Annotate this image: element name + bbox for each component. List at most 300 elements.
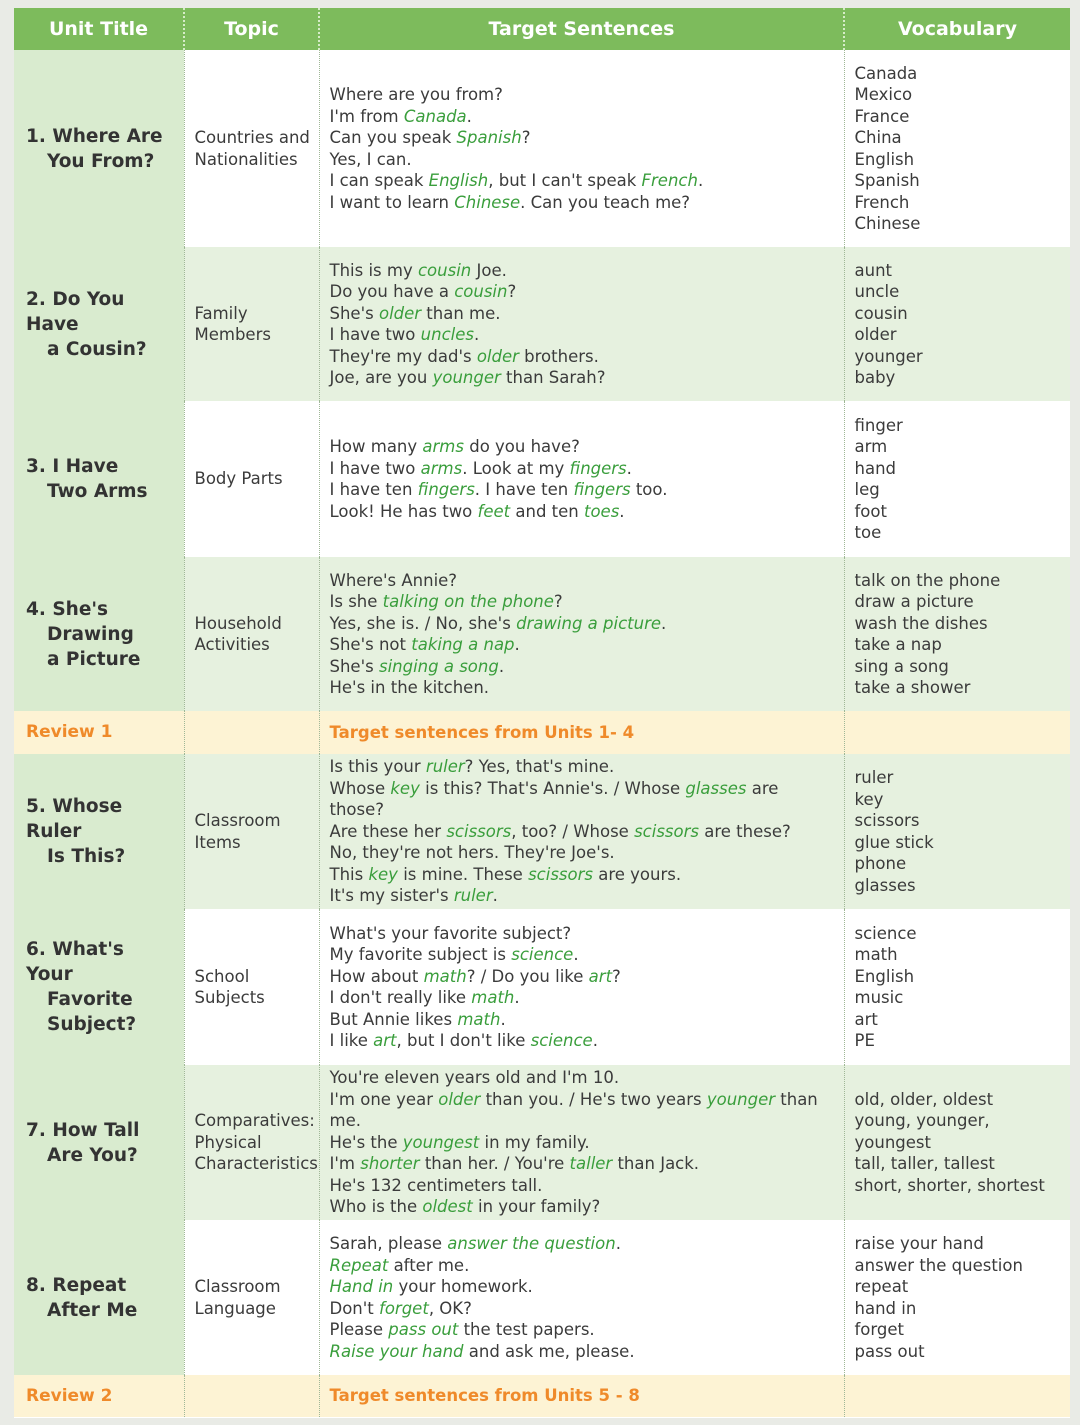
sentence <box>330 864 836 886</box>
unit-title-line: Review 2 <box>26 1385 113 1406</box>
unit-title-line: Two Arms <box>47 481 148 502</box>
topic-line: School <box>194 966 250 986</box>
unit-title-line: a Picture <box>47 648 141 670</box>
sentence <box>330 260 836 282</box>
vocabulary-item: short, shorter, shortest <box>854 1175 1045 1195</box>
keyword: singing a song <box>378 656 499 676</box>
unit-row <box>14 909 1070 1065</box>
vocabulary-cell <box>844 50 1070 247</box>
sentence <box>330 756 836 778</box>
keyword: younger <box>706 1089 776 1109</box>
unit-title <box>14 754 184 909</box>
topic-line: Activities <box>194 635 270 654</box>
target-sentences-cell <box>319 247 844 401</box>
vocabulary-item: arm <box>854 437 888 456</box>
topic-line: Nationalities <box>194 149 298 169</box>
sentence-text: than me. <box>329 1089 818 1131</box>
sentence-text: Whose <box>329 778 391 798</box>
sentence-text: than her. / You're <box>419 1154 570 1174</box>
sentence <box>330 1067 836 1089</box>
sentence <box>330 501 836 523</box>
sentence <box>330 84 836 106</box>
topic-line: Language <box>194 1298 276 1318</box>
keyword: math <box>457 1009 501 1029</box>
sentence-text: are these? <box>699 821 791 841</box>
keyword: Hand in <box>329 1277 394 1296</box>
keyword: arms <box>420 458 463 478</box>
sentence-text: He's the <box>329 1132 403 1152</box>
unit-title-line: 3. I Have <box>26 456 119 477</box>
vocabulary-item: science <box>854 923 917 943</box>
topic-cell <box>184 909 319 1065</box>
sentence <box>330 613 836 635</box>
vocabulary-item: finger <box>854 415 903 435</box>
sentence-text: He's 132 centimeters tall. <box>329 1175 543 1195</box>
sentence <box>330 1196 836 1218</box>
topic-line: Members <box>194 325 271 344</box>
sentence <box>330 1009 836 1031</box>
sentence-text: . <box>619 501 625 521</box>
sentence <box>330 778 836 821</box>
sentence-text: ? <box>507 282 517 301</box>
target-sentences-cell <box>319 557 844 711</box>
sentence <box>330 1276 836 1298</box>
keyword: oldest <box>422 1197 473 1217</box>
sentence-text: , too? / Whose <box>511 821 635 841</box>
keyword: math <box>471 988 515 1007</box>
vocabulary-item: raise your hand <box>854 1234 984 1253</box>
sentence <box>330 1255 836 1277</box>
vocabulary-item: music <box>854 988 904 1007</box>
target-sentences-cell <box>319 909 844 1065</box>
unit-title <box>14 1220 184 1375</box>
keyword: Canada <box>403 106 467 126</box>
sentence <box>330 634 836 656</box>
unit-row <box>14 1220 1070 1375</box>
sentence-text: I'm from <box>329 106 404 126</box>
sentence <box>330 1030 836 1052</box>
sentence <box>330 303 836 325</box>
sentence <box>330 281 836 303</box>
sentence <box>330 1175 836 1197</box>
vocabulary-item: hand <box>854 458 896 478</box>
keyword: key <box>390 778 420 798</box>
topic-line: Classroom <box>194 1277 281 1296</box>
sentence <box>330 966 836 988</box>
sentence-text: Who is the <box>329 1197 423 1217</box>
topic-cell <box>184 401 319 557</box>
sentence-text: I want to learn <box>329 192 455 212</box>
sentence <box>330 923 836 945</box>
sentence-text: . <box>661 613 667 633</box>
sentence-text: My favorite subject is <box>329 945 512 964</box>
review-sentences: Target sentences from Units 1- 4 <box>319 711 844 754</box>
vocabulary-item: English <box>854 149 915 169</box>
unit-title-line: Drawing <box>47 623 134 645</box>
unit-row <box>14 50 1070 247</box>
keyword: toes <box>583 501 620 521</box>
vocabulary-item: uncle <box>854 282 900 301</box>
sentence-text: than you. / He's two years <box>480 1089 707 1109</box>
vocabulary-item: Canada <box>854 63 918 83</box>
unit-row <box>14 557 1070 711</box>
unit-title-line: 6. What's Your <box>26 939 124 985</box>
sentence-text: are yours. <box>592 864 682 884</box>
vocabulary-item: French <box>854 192 910 212</box>
unit-title-line: 5. Whose Ruler <box>26 796 123 842</box>
sentence <box>330 127 836 149</box>
vocabulary-cell <box>844 557 1070 711</box>
sentence-text: . Can you teach me? <box>520 192 691 212</box>
sentence-text: . <box>514 635 520 654</box>
sentence-text: How many <box>329 437 423 456</box>
sentence-text: . I have ten <box>474 480 574 499</box>
keyword: ruler <box>425 757 465 777</box>
sentence-text: But Annie likes <box>329 1009 458 1029</box>
vocabulary-item: PE <box>854 1031 875 1050</box>
vocabulary-item: baby <box>854 368 896 387</box>
unit-title-line: 8. Repeat <box>26 1274 127 1296</box>
unit-title-line: Is This? <box>47 846 126 867</box>
sentence-text: the test papers. <box>458 1320 595 1339</box>
keyword: French <box>641 171 698 190</box>
keyword: fingers <box>569 458 627 478</box>
header-row <box>14 8 1070 50</box>
keyword: youngest <box>402 1132 480 1152</box>
vocabulary-item: foot <box>854 501 887 521</box>
sentence-text: than Sarah? <box>500 368 606 387</box>
sentence-text: Sarah, please <box>329 1234 448 1253</box>
topic-line: Family <box>194 303 248 323</box>
keyword: older <box>438 1089 481 1109</box>
sentence-text: ? <box>612 966 621 986</box>
unit-title-line: Subject? <box>47 1014 137 1035</box>
unit-title <box>14 909 184 1065</box>
sentence <box>330 1319 836 1341</box>
keyword: uncles <box>420 325 474 344</box>
unit-title-line: Are You? <box>47 1144 138 1166</box>
vocabulary-item: China <box>854 128 902 147</box>
unit-title-line: 4. She's <box>26 598 109 620</box>
syllabus-table <box>14 8 1070 1417</box>
topic-line: Comparatives: <box>194 1111 315 1131</box>
keyword: pass out <box>388 1320 459 1339</box>
unit-title-line: 2. Do You Have <box>26 288 125 335</box>
vocabulary-item: toe <box>854 523 882 542</box>
sentence <box>330 367 836 389</box>
topic-cell <box>184 247 319 401</box>
header-vocabulary: Vocabulary <box>844 8 1070 50</box>
topic-cell <box>184 557 319 711</box>
keyword: Raise your hand <box>329 1341 464 1361</box>
vocabulary-item: aunt <box>854 260 892 280</box>
sentence-text: after me. <box>388 1255 470 1275</box>
vocabulary-item: art <box>854 1009 878 1029</box>
sentence-text: . <box>466 106 472 126</box>
sentence-text: ? Yes, that's mine. <box>464 757 615 777</box>
sentence <box>330 885 836 907</box>
sentence-text: . <box>473 325 480 344</box>
keyword: younger <box>432 368 501 387</box>
sentence-text: I can speak <box>329 171 429 190</box>
sentence-text: . <box>573 945 579 964</box>
header-target-sentences: Target Sentences <box>319 8 844 50</box>
target-sentences-cell <box>319 1065 844 1220</box>
keyword: arms <box>422 437 464 456</box>
sentence-text: . <box>514 988 520 1007</box>
keyword: key <box>368 864 398 884</box>
sentence-text: . <box>498 656 505 676</box>
sentence-text: is mine. These <box>397 864 529 884</box>
vocabulary-item: tall, taller, tallest <box>854 1154 995 1174</box>
vocabulary-item: key <box>854 789 884 809</box>
keyword: science <box>511 945 574 964</box>
topic-line: Body Parts <box>194 469 283 489</box>
sentence-text: do you have? <box>463 437 580 456</box>
keyword: taller <box>569 1154 613 1174</box>
review-row <box>14 711 1070 754</box>
keyword: scissors <box>446 821 512 841</box>
keyword: Spanish <box>456 128 522 147</box>
keyword: Chinese <box>454 192 521 212</box>
sentence-text: Are these her <box>329 821 447 841</box>
vocabulary-item: Mexico <box>854 85 913 104</box>
sentence-text: are those? <box>329 778 779 820</box>
sentence <box>330 1233 836 1255</box>
keyword: talking on the phone <box>382 592 554 611</box>
keyword: Repeat <box>329 1255 389 1275</box>
sentence <box>330 192 836 214</box>
sentence-text: brothers. <box>518 346 599 366</box>
sentence <box>330 1089 836 1132</box>
keyword: English <box>428 171 489 190</box>
sentence-text: , OK? <box>428 1298 472 1318</box>
unit-title <box>14 50 184 247</box>
sentence-text: Look! He has two <box>329 501 478 521</box>
vocabulary-item: pass out <box>854 1341 925 1361</box>
keyword: fingers <box>573 480 631 499</box>
target-sentences-cell <box>319 754 844 909</box>
vocabulary-item: ruler <box>854 768 894 787</box>
topic-line: Classroom <box>194 811 281 830</box>
table-body <box>14 50 1070 1417</box>
keyword: art <box>588 966 613 986</box>
review-row <box>14 1375 1070 1417</box>
sentence-text: Can you speak <box>329 128 457 147</box>
sentence-text: She's <box>329 303 379 323</box>
sentence-text: It's my sister's <box>329 886 454 906</box>
topic-line: Subjects <box>194 988 265 1007</box>
keyword: fingers <box>417 480 475 499</box>
topic-cell <box>184 1065 319 1220</box>
topic-line: Countries and <box>194 128 310 147</box>
vocabulary-item: talk on the phone <box>854 570 1001 590</box>
vocabulary-item: sing a song <box>854 656 949 676</box>
sentence-text: This <box>329 864 369 884</box>
vocabulary-item: draw a picture <box>854 592 974 611</box>
vocabulary-cell <box>844 754 1070 909</box>
sentence <box>330 324 836 346</box>
unit-title <box>14 1375 184 1417</box>
sentence-text: I have two <box>329 325 421 344</box>
keyword: forget <box>379 1298 429 1318</box>
sentence-text: . <box>615 1234 621 1253</box>
unit-row <box>14 401 1070 557</box>
sentence-text: Yes, she is. / No, she's <box>329 613 517 633</box>
sentence-text: Yes, I can. <box>329 149 412 169</box>
keyword: taking a nap <box>411 635 515 654</box>
unit-title <box>14 1065 184 1220</box>
sentence-text: ? / Do you like <box>466 966 589 986</box>
sentence-text: ? <box>553 592 563 611</box>
vocabulary-item: math <box>854 945 898 964</box>
sentence <box>330 346 836 368</box>
keyword: ruler <box>453 886 493 906</box>
sentence-text: How about <box>329 966 424 986</box>
keyword: glasses <box>685 778 747 798</box>
topic-line: Household <box>194 613 282 633</box>
sentence-text: Do you have a <box>329 282 455 301</box>
review-sentences: Target sentences from Units 5 - 8 <box>319 1375 844 1417</box>
topic-cell <box>184 1375 319 1417</box>
sentence <box>330 1153 836 1175</box>
keyword: science <box>530 1031 593 1050</box>
topic-cell <box>184 711 319 754</box>
sentence-text: in my family. <box>479 1132 590 1152</box>
sentence <box>330 821 836 843</box>
sentence <box>330 436 836 458</box>
keyword: drawing a picture <box>516 613 662 633</box>
sentence-text: than me. <box>421 303 501 323</box>
vocabulary-item: forget <box>854 1320 904 1339</box>
keyword: scissors <box>528 864 593 884</box>
sentence-text: Is this your <box>329 757 426 777</box>
sentence <box>330 458 836 480</box>
keyword: older <box>476 346 519 366</box>
topic-line: Characteristics <box>194 1154 318 1174</box>
unit-row <box>14 1065 1070 1220</box>
sentence-text: than Jack. <box>612 1154 700 1174</box>
unit-title-line: Review 1 <box>26 722 113 742</box>
sentence-text: and ten <box>510 501 584 521</box>
unit-title <box>14 711 184 754</box>
unit-title-line: You From? <box>47 150 155 172</box>
vocabulary-item: young, younger, youngest <box>854 1111 990 1152</box>
sentence <box>330 944 836 966</box>
sentence-text: in your family? <box>472 1197 601 1217</box>
keyword: answer the question <box>447 1234 616 1253</box>
vocabulary-item: cousin <box>854 303 908 323</box>
sentence-text: I have two <box>329 458 421 478</box>
vocabulary-item: wash the dishes <box>854 613 988 633</box>
unit-title <box>14 557 184 711</box>
keyword: older <box>378 303 422 323</box>
topic-line: Items <box>194 832 241 852</box>
sentence <box>330 842 836 864</box>
sentence <box>330 1132 836 1154</box>
vocabulary-item: take a nap <box>854 635 942 654</box>
vocabulary-item: take a shower <box>854 678 971 697</box>
keyword: math <box>423 966 467 986</box>
vocabulary-cell <box>844 401 1070 557</box>
vocabulary-item: phone <box>854 854 907 873</box>
vocabulary-cell <box>844 909 1070 1065</box>
header-topic: Topic <box>184 8 319 50</box>
vocabulary-item: glue stick <box>854 832 934 852</box>
vocabulary-item: English <box>854 966 915 986</box>
sentence-text: Joe. <box>471 260 507 280</box>
sentence-text: Where's Annie? <box>329 570 458 590</box>
sentence-text: What's your favorite subject? <box>329 923 572 943</box>
unit-title <box>14 247 184 401</box>
unit-title-line: Favorite <box>47 989 133 1010</box>
header-unit-title: Unit Title <box>14 8 184 50</box>
sentence <box>330 1341 836 1363</box>
unit-title-line: After Me <box>47 1299 138 1321</box>
vocabulary-item: Spanish <box>854 171 920 190</box>
vocabulary-cell <box>844 1375 1070 1417</box>
unit-row <box>14 754 1070 909</box>
sentence-text: . <box>492 886 498 906</box>
sentence-text: Please <box>329 1320 389 1339</box>
vocabulary-cell <box>844 1220 1070 1375</box>
unit-title <box>14 401 184 557</box>
sentence-text: She's <box>329 656 379 676</box>
keyword: shorter <box>360 1154 420 1174</box>
sentence <box>330 149 836 171</box>
vocabulary-item: Chinese <box>854 214 921 233</box>
keyword: cousin <box>417 260 472 280</box>
sentence-text: . Look at my <box>462 458 570 478</box>
sentence-text: I'm one year <box>329 1089 439 1109</box>
sentence-text: She's not <box>329 635 412 654</box>
vocabulary-item: older <box>854 325 897 344</box>
vocabulary-item: younger <box>854 346 923 366</box>
sentence <box>330 591 836 613</box>
vocabulary-item: answer the question <box>854 1255 1023 1275</box>
sentence-text: This is my <box>329 260 418 280</box>
sentence-text: Don't <box>329 1298 380 1318</box>
sentence-text: They're my dad's <box>329 346 477 366</box>
vocabulary-cell <box>844 711 1070 754</box>
sentence <box>330 656 836 678</box>
sentence-text: Is she <box>329 592 383 611</box>
sentence-text: I like <box>329 1031 374 1050</box>
topic-cell <box>184 754 319 909</box>
vocabulary-item: France <box>854 106 910 126</box>
unit-title-line: 7. How Tall <box>26 1119 140 1141</box>
vocabulary-cell <box>844 247 1070 401</box>
unit-row <box>14 247 1070 401</box>
sentence <box>330 987 836 1009</box>
keyword: scissors <box>634 821 699 841</box>
sentence-text: . <box>626 458 632 478</box>
sentence <box>330 570 836 592</box>
target-sentences-cell <box>319 401 844 557</box>
sentence-text: I'm <box>329 1154 361 1174</box>
sentence-text: and ask me, please. <box>463 1341 635 1361</box>
sentence-text: , but I don't like <box>396 1031 531 1050</box>
sentence-text: No, they're not hers. They're Joe's. <box>329 843 615 863</box>
vocabulary-item: leg <box>854 480 880 499</box>
sentence-text: your homework. <box>393 1277 533 1296</box>
sentence-text: too. <box>630 480 668 499</box>
sentence-text: . <box>592 1031 598 1050</box>
sentence-text: ? <box>521 128 531 147</box>
target-sentences-cell <box>319 50 844 247</box>
vocabulary-item: old, older, oldest <box>854 1089 994 1109</box>
sentence-text: I don't really like <box>329 988 472 1007</box>
